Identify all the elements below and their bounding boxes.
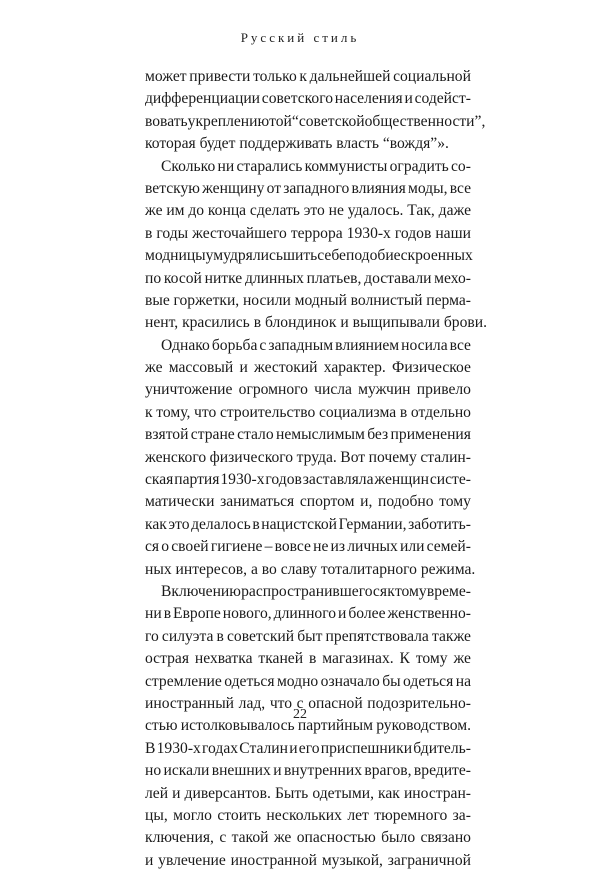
text-line: вовать укреплению той “советской общественности”, bbox=[145, 112, 486, 130]
text-line: Сколько ни старались коммунисты оградить со- bbox=[161, 157, 471, 175]
text-line: ская партия 1930-х годов заставляла женщин систе- bbox=[145, 471, 471, 489]
text-line: нент, красились в блондинок и выщипывали брови. bbox=[145, 314, 487, 332]
text-line: но искали внешних и внутренних врагов, вредите- bbox=[145, 762, 471, 780]
text-line: которая будет поддерживать власть “вождя”». bbox=[145, 135, 449, 153]
text-line: Однако борьба с западным влиянием носила все bbox=[161, 336, 471, 354]
text-line: ных интересов, а во славу тоталитарного режима. bbox=[145, 560, 476, 578]
text-line: и увлечение иностранной музыкой, заграничной bbox=[145, 851, 471, 869]
text-line: лей и диверсантов. Быть одетыми, как иностран- bbox=[145, 784, 471, 802]
text-line: ни в Европе нового, длинного и более женственно- bbox=[145, 605, 471, 623]
text-line: ветскую женщину от западного влияния моды, все bbox=[145, 179, 471, 197]
text-line: ся о своей гигиене – вовсе не из личных или семей- bbox=[145, 538, 471, 556]
text-line: В 1930-х годах Сталин и его приспешники бдитель- bbox=[145, 739, 471, 757]
text-line: острая нехватка тканей в магазинах. К тому же bbox=[145, 650, 471, 668]
text-line: же им до конца сделать это не удалось. Так, даже bbox=[145, 202, 471, 220]
text-line: дифференциации советского населения и содейст- bbox=[145, 90, 471, 108]
text-line: стремление одеться модно означало бы одеться на bbox=[145, 672, 471, 690]
text-line: матически заниматься спортом и, подобно тому bbox=[145, 493, 471, 511]
text-line: женского физического труда. Вот почему сталин- bbox=[145, 448, 471, 466]
text-line: в годы жесточайшего террора 1930-х годов наши bbox=[145, 224, 471, 242]
text-line: же массовый и жестокий характер. Физическое bbox=[145, 359, 471, 377]
running-head: Русский стиль bbox=[240, 30, 360, 45]
text-line: по косой нитке длинных платьев, доставали мехо- bbox=[145, 269, 471, 287]
text-line: может привести только к дальнейшей социальной bbox=[145, 68, 471, 85]
text-line: взятой стране стало немыслимым без применения bbox=[145, 426, 471, 444]
text-line: стью истолковывалось партийным руководством. bbox=[145, 717, 471, 735]
text-line: ключения, с такой же опасностью было связано bbox=[145, 829, 471, 847]
text-line: иностранный лад, что с опасной подозрительно- bbox=[145, 694, 471, 712]
text-line: уничтожение огромного числа мужчин привело bbox=[145, 381, 471, 399]
text-line: как это делалось в нацистской Германии, заботить- bbox=[145, 515, 471, 533]
text-line: к тому, что строительство социализма в отдельно bbox=[145, 403, 471, 421]
text-line: цы, могло стоить нескольких лет тюремного за- bbox=[145, 806, 471, 824]
text-line: модницы умудрялись шить себе подобие скроенных bbox=[145, 247, 473, 265]
body-text bbox=[145, 66, 487, 872]
text-line: Включению распространившегося к тому време- bbox=[161, 582, 471, 600]
page-number: 22 bbox=[293, 707, 307, 722]
text-line: вые горжетки, носили модный волнистый перма- bbox=[145, 291, 471, 309]
text-line: го силуэта в советский быт препятствовала также bbox=[145, 627, 471, 645]
